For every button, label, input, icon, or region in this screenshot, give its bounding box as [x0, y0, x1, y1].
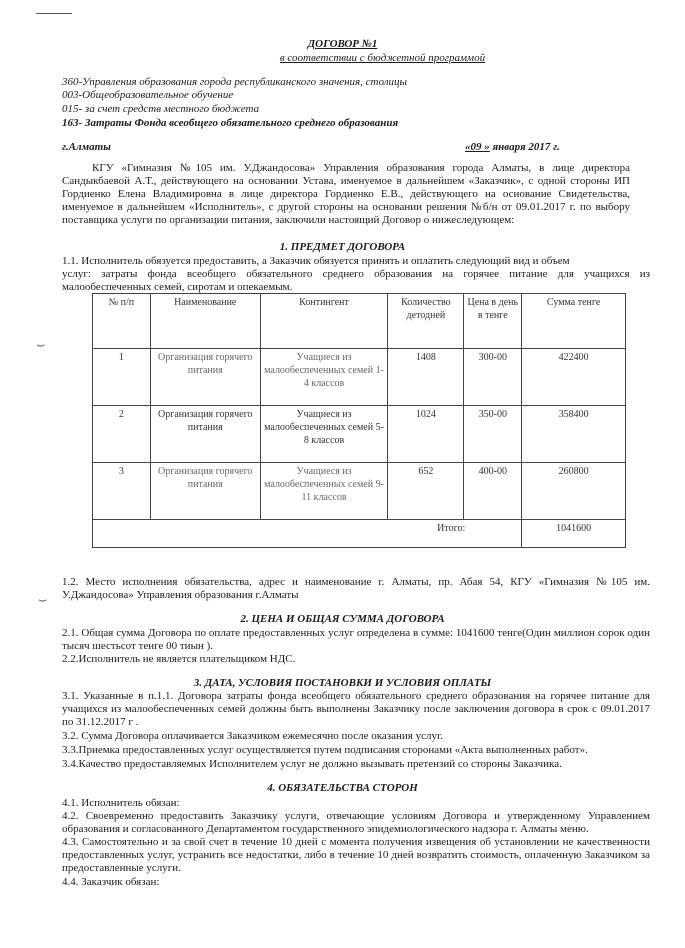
- table-cell: Учащиеся из малообеспеченных семей 1-4 классов: [260, 349, 388, 406]
- scan-mark: [36, 13, 72, 14]
- table-cell: 350-00: [464, 406, 522, 463]
- clause-4-3: 4.3. Самостоятельно и за свой счет в течение 10 дней с момента получения извещения об установлении не качественности предоставленных услуг, устранить все недостатки, либо в течение 10 дней возвратить стоимость, оплаченную Заказчиком за предоставленные услуги.: [62, 836, 650, 874]
- services-table: [92, 293, 626, 548]
- table-cell: Учащиеся из малообеспеченных семей 9-11 классов: [260, 463, 388, 520]
- table-row: [93, 349, 626, 406]
- clause-3-2: 3.2. Сумма Договора оплачивается Заказчиком ежемесячно после оказания услуг.: [62, 730, 443, 742]
- table-cell: Организация горячего питания: [150, 406, 260, 463]
- table-total-row: [93, 520, 626, 548]
- column-header: Наименование: [150, 294, 260, 349]
- section-heading: 4. ОБЯЗАТЕЛЬСТВА СТОРОН: [267, 782, 418, 794]
- budget-code: 015- за счет средств местного бюджета: [62, 103, 260, 115]
- table-cell: Организация горячего питания: [150, 463, 260, 520]
- scan-mark: ⌣: [38, 593, 48, 608]
- contract-date: «09 » января 2017 г.: [465, 141, 560, 153]
- total-label: Итого:: [93, 520, 522, 548]
- clause-4-1: 4.1. Исполнитель обязан:: [62, 797, 180, 809]
- table-cell: 1: [93, 349, 151, 406]
- table-cell: 358400: [522, 406, 626, 463]
- table-cell: Организация горячего питания: [150, 349, 260, 406]
- place: г.Алматы: [62, 141, 111, 153]
- table-cell: 300-00: [464, 349, 522, 406]
- table-cell: 1408: [388, 349, 464, 406]
- clause-3-1: 3.1. Указанные в п.1.1. Договора затраты фонда всеобщего обязательного среднего образования на горячее питание для учащихся из малообеспеченных семей должны быть выполнены Заказчику после заключения договора в срок с 09.01.2017 по 31.12.2017 г .: [62, 690, 650, 728]
- table-cell: 2: [93, 406, 151, 463]
- table-cell: 400-00: [464, 463, 522, 520]
- table-cell: 652: [388, 463, 464, 520]
- clause-3-4: 3.4.Качество предоставляемых Исполнителем услуг не должно вызывать претензий со стороны Заказчика.: [62, 758, 562, 770]
- table-cell: Учащиеся из малообеспеченных семей 5-8 классов: [260, 406, 388, 463]
- table-cell: 1024: [388, 406, 464, 463]
- section-heading: 1. ПРЕДМЕТ ДОГОВОРА: [279, 241, 406, 253]
- contract-subtitle: в соответствии с бюджетной программой: [279, 52, 486, 64]
- clause-1-1-services: услуг: затраты фонда всеобщего обязательного среднего образования на горячее питание для учащихся из малообеспеченных семей, сиротам и опекаемым.: [62, 268, 650, 293]
- clause-1-2: 1.2. Место исполнения обязательства, адрес и наименование г. Алматы, пр. Абая 54, КГУ «Гимназия №105 им. У.Джандосова» Управления образования г.Алматы: [62, 576, 650, 601]
- table-header-row: [93, 294, 626, 349]
- clause-1-1: 1.1. Исполнитель обязуется предоставить, а Заказчик обязуется принять и оплатить следующий вид и объем: [62, 255, 570, 267]
- column-header: № п/п: [93, 294, 151, 349]
- column-header: Контингент: [260, 294, 388, 349]
- section-heading: 2. ЦЕНА И ОБЩАЯ СУММА ДОГОВОРА: [240, 613, 445, 625]
- total-value: 1041600: [522, 520, 626, 548]
- table-cell: 422400: [522, 349, 626, 406]
- clause-2-1: 2.1. Общая сумма Договора по оплате предоставленных услуг определена в сумме: 1041600 тенге(Один миллион сорок один тысяч шестьсот тенге 00 тиын ).: [62, 627, 650, 652]
- intro-paragraph: КГУ «Гимназия №105 им. У.Джандосова» Управления образования города Алматы, в лице директора Сандыкбаевой А.Т., действующего на основании Устава, именуемое в дальнейшем «Заказчик», с одной стороны ИП Гордиенко Елена Владимировна в лице директора Гордиенко Е.В., действующего на основание Свидетельства, именуемое в дальнейшем «Исполнитель», с другой стороны на основании решения №б/н от 09.01.2017 г. по выбору поставщика услуги по организации питания, заключили настоящий Договор о нижеследующем:: [62, 162, 630, 226]
- column-header: Сумма тенге: [522, 294, 626, 349]
- table-cell: 260800: [522, 463, 626, 520]
- column-header: Количество детодней: [388, 294, 464, 349]
- table-cell: 3: [93, 463, 151, 520]
- budget-code: 163- Затраты Фонда всеобщего обязательного среднего образования: [62, 117, 399, 129]
- section-heading: 3. ДАТА, УСЛОВИЯ ПОСТАНОВКИ И УСЛОВИЯ ОПЛАТЫ: [193, 677, 492, 689]
- clause-2-2: 2.2.Исполнитель не является плательщиком НДС.: [62, 653, 296, 665]
- clause-4-2: 4.2. Своевременно предоставить Заказчику услуги, отвечающие условиям Договора и утвержденному Управлением образования и согласованного Департаментом государственного эпидемиологического надзора г. Алматы меню.: [62, 810, 650, 835]
- scan-mark: ⌣: [36, 338, 46, 353]
- contract-title: ДОГОВОР №1: [307, 38, 378, 50]
- clause-3-3: 3.3.Приемка предоставленных услуг осуществляется путем подписания сторонами «Акта выполненных работ».: [62, 744, 588, 756]
- table-row: [93, 406, 626, 463]
- table-row: [93, 463, 626, 520]
- clause-4-4: 4.4. Заказчик обязан:: [62, 876, 160, 888]
- budget-code: 360-Управления образования города республиканского значения, столицы: [62, 76, 407, 88]
- column-header: Цена в день в тенге: [464, 294, 522, 349]
- budget-code: 003-Общеобразовательное обучение: [62, 89, 234, 101]
